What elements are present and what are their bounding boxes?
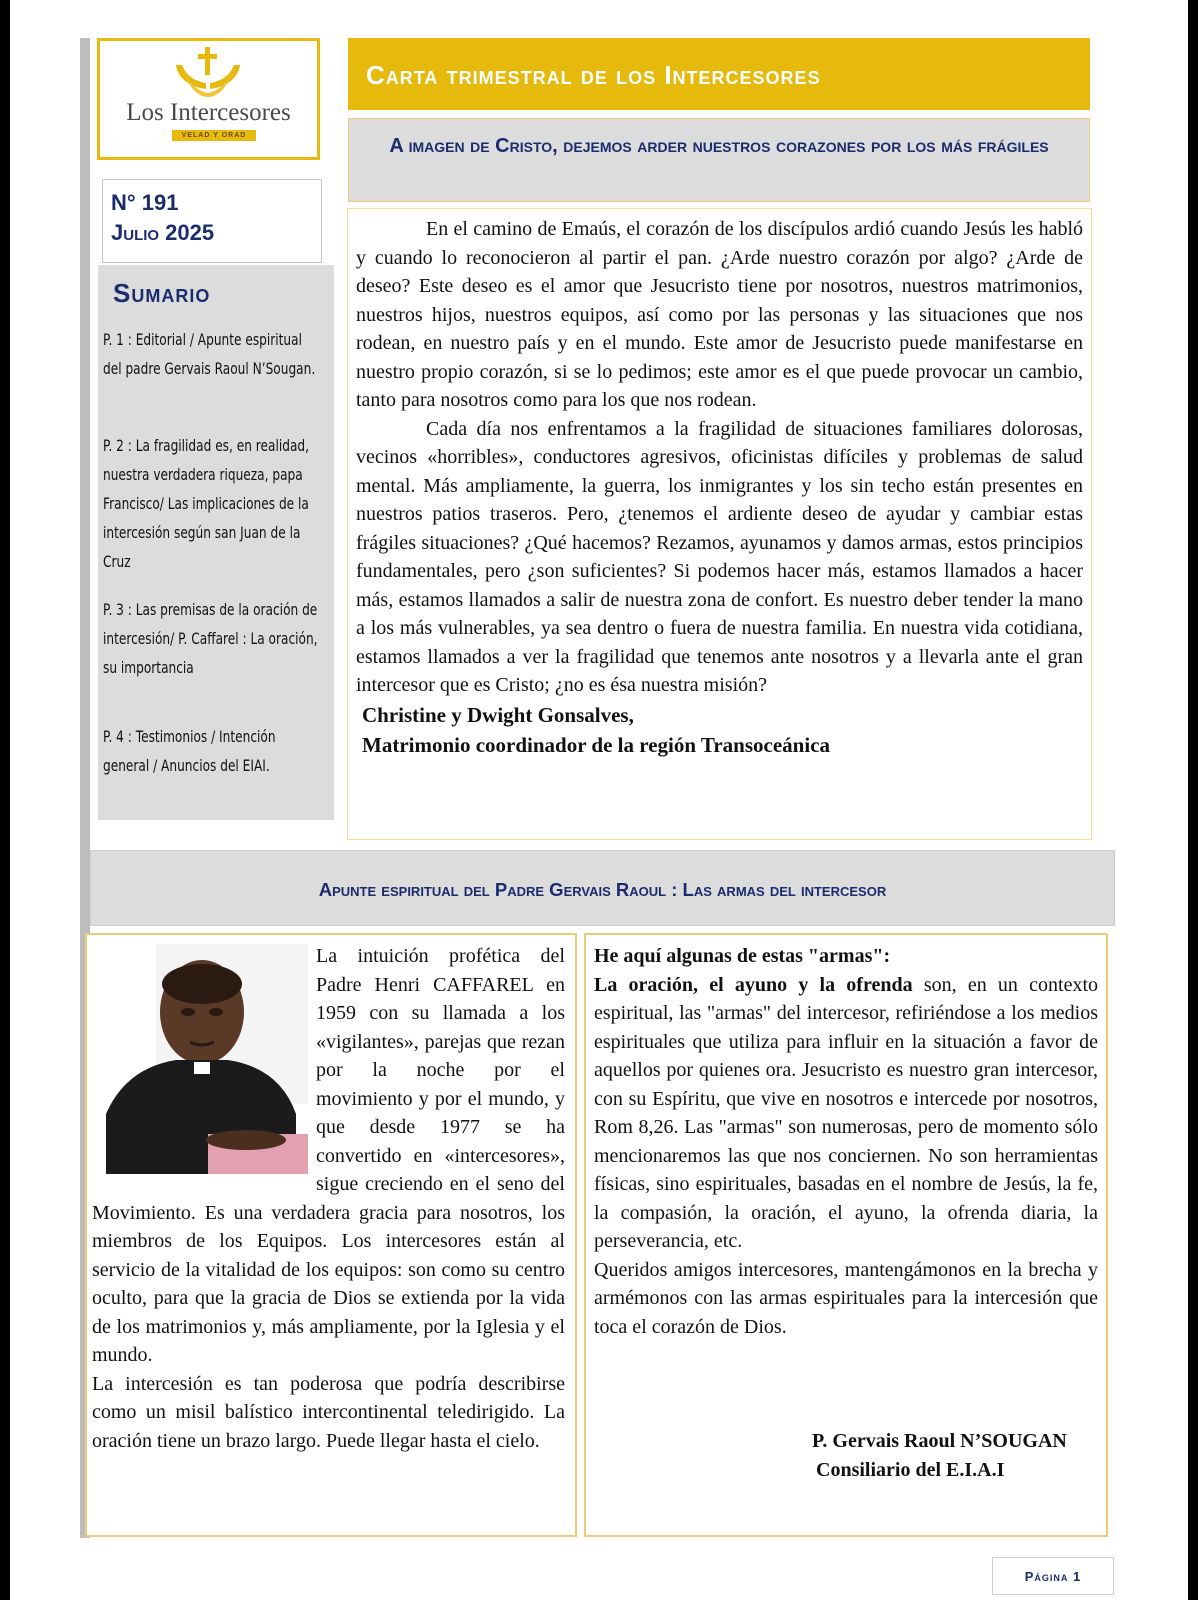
editorial-signature-name: Christine y Dwight Gonsalves, [362,702,634,727]
apunte-left-paragraph: La intuición profética del Padre Henri CAFFAREL en 1959 con su llamada a los «vigilantes», parejas que rezan por la noche por el movimiento y por el mundo, y que desde 1977 se ha convertido en «intercesores», sigue creciendo en el seno del Movimiento. Es una verdadera gracia para nosotros, los miembros de los Equipos. Los intercesores están al servicio de la vitalidad de los equipos: son como su centro oculto, para que la gracia de Dios se extienda por la vida de los matrimonios y, más ampliamente, por la Iglesia y el mundo. [92,945,565,1366]
armas-text: son, en un contexto espiritual, las "armas" del intercesor, refiriéndose a los medios espirituales que utiliza para influir en la situación a favor de aquellos por quienes ora. Jesucristo es nuestro gran intercesor, con su Espíritu, que vive en nosotros e intercede por nosotros, Rom 8,26. Las "armas" son numerosas, pero de momento sólo mencionaremos las que nos conciernen. No son herramientas físicas, sino espirituales, basadas en el nombre de Jesús, la fe, la compasión, la oración, el ayuno, la ofrenda diaria, la perseverancia, etc. [594,973,1098,1252]
issue-info [102,179,322,263]
apunte-right-column [584,933,1108,1537]
editorial-paragraph: En el camino de Emaús, el corazón de los discípulos ardió cuando Jesús les habló y cuando lo reconocieron al partir el pan. ¿Arde nuestro corazón por algo? ¿Arde de deseo? Este deseo es el amor que Jesucristo tiene por nosotros, nuestros matrimonios, nuestros hijos, nuestros equipos, así como por las personas y las situaciones que nos rodean, en nuestro país y en el mundo. Este amor de Jesucristo puede manifestarse en nuestro propio corazón, si se lo pedimos; este amor es el que puede provocar un cambio, tanto para nosotros como para los que nos rodean. [356,218,1083,411]
sumario-item: P. 3 : Las premisas de la oración de intercesión/ P. Caffarel : La oración, su importancia [103,601,318,677]
apunte-left-paragraph: La intercesión es tan poderosa que podría describirse como un misil balístico intercontinental teledirigido. La oración tiene un brazo largo. Puede llegar hasta el cielo. [92,1372,565,1452]
editorial-body [347,208,1092,840]
logo-name: Los Intercesores [126,99,291,126]
armas-lead: La oración, el ayuno y la ofrenda [594,973,913,996]
priest-photo [96,944,308,1174]
armas-paragraph [594,971,1098,1256]
apunte-title: Apunte espiritual del Padre Gervais Raoul : Las armas del intercesor [90,850,1115,926]
page-number: Página 1 [992,1557,1114,1595]
sumario-panel [98,265,334,820]
armas-heading: He aquí algunas de estas "armas": [594,945,891,967]
editorial-title: A imagen de Cristo, dejemos arder nuestros corazones por los más frágiles [348,118,1090,202]
armas-closing: Queridos amigos intercesores, mantengámonos en la brecha y armémonos con las armas espirituales para la intercesión que toca el corazón de Dios. [594,1258,1098,1338]
issue-date: Julio 2025 [111,220,215,245]
sumario-item: P. 4 : Testimonios / Intención general / Anuncios del EIAI. [103,728,276,775]
logo-motto: VELAD Y ORAD [172,130,256,141]
sumario-title: Sumario [113,278,211,308]
editorial-paragraph: Cada día nos enfrentamos a la fragilidad de situaciones familiares dolorosas, vecinos «horribles», conductores agresivos, oficinistas difíciles y problemas de salud mental. Más ampliamente, la guerra, los inmigrantes y los sin techo están presentes en nuestros patios traseros. Pero, ¿tenemos el ardiente deseo de ayudar y cambiar estas frágiles situaciones? ¿Qué hacemos? Rezamos, ayunamos y damos armas, estos principios fundamentales, pero ¿son suficientes? Si podemos hacer más, estamos llamados a hacer más, estamos llamados a salir de nuestra zona de confort. Es nuestro deber tender la mano a los más vulnerables, ya sea dentro o fuera de nuestra familia. En nuestra vida cotidiana, estamos llamados a ver la fragilidad que tenemos ante nosotros y a llevarla ante el gran intercesor que es Cristo; ¿no es ésa nuestra misión? [356,417,1083,696]
cross-hands-icon [172,47,244,99]
issue-number: N° 191 [111,190,179,215]
editorial-signature-role: Matrimonio coordinador de la región Transoceánica [362,732,831,757]
logo [97,38,320,160]
apunte-signature [812,1427,1067,1485]
apunte-signature-name: P. Gervais Raoul N’SOUGAN [812,1430,1067,1452]
apunte-signature-role: Consiliario del E.I.A.I [816,1459,1005,1481]
newsletter-title: Carta trimestral de los Intercesores [348,38,1090,110]
apunte-left-column [85,933,577,1537]
newsletter-page [10,0,1188,1600]
sumario-item: P. 2 : La fragilidad es, en realidad, nuestra verdadera riqueza, papa Francisco/ Las implicaciones de la intercesión según san Juan de la Cruz [103,437,310,571]
sumario-item: P. 1 : Editorial / Apunte espiritual del padre Gervais Raoul N’Sougan. [103,331,316,378]
